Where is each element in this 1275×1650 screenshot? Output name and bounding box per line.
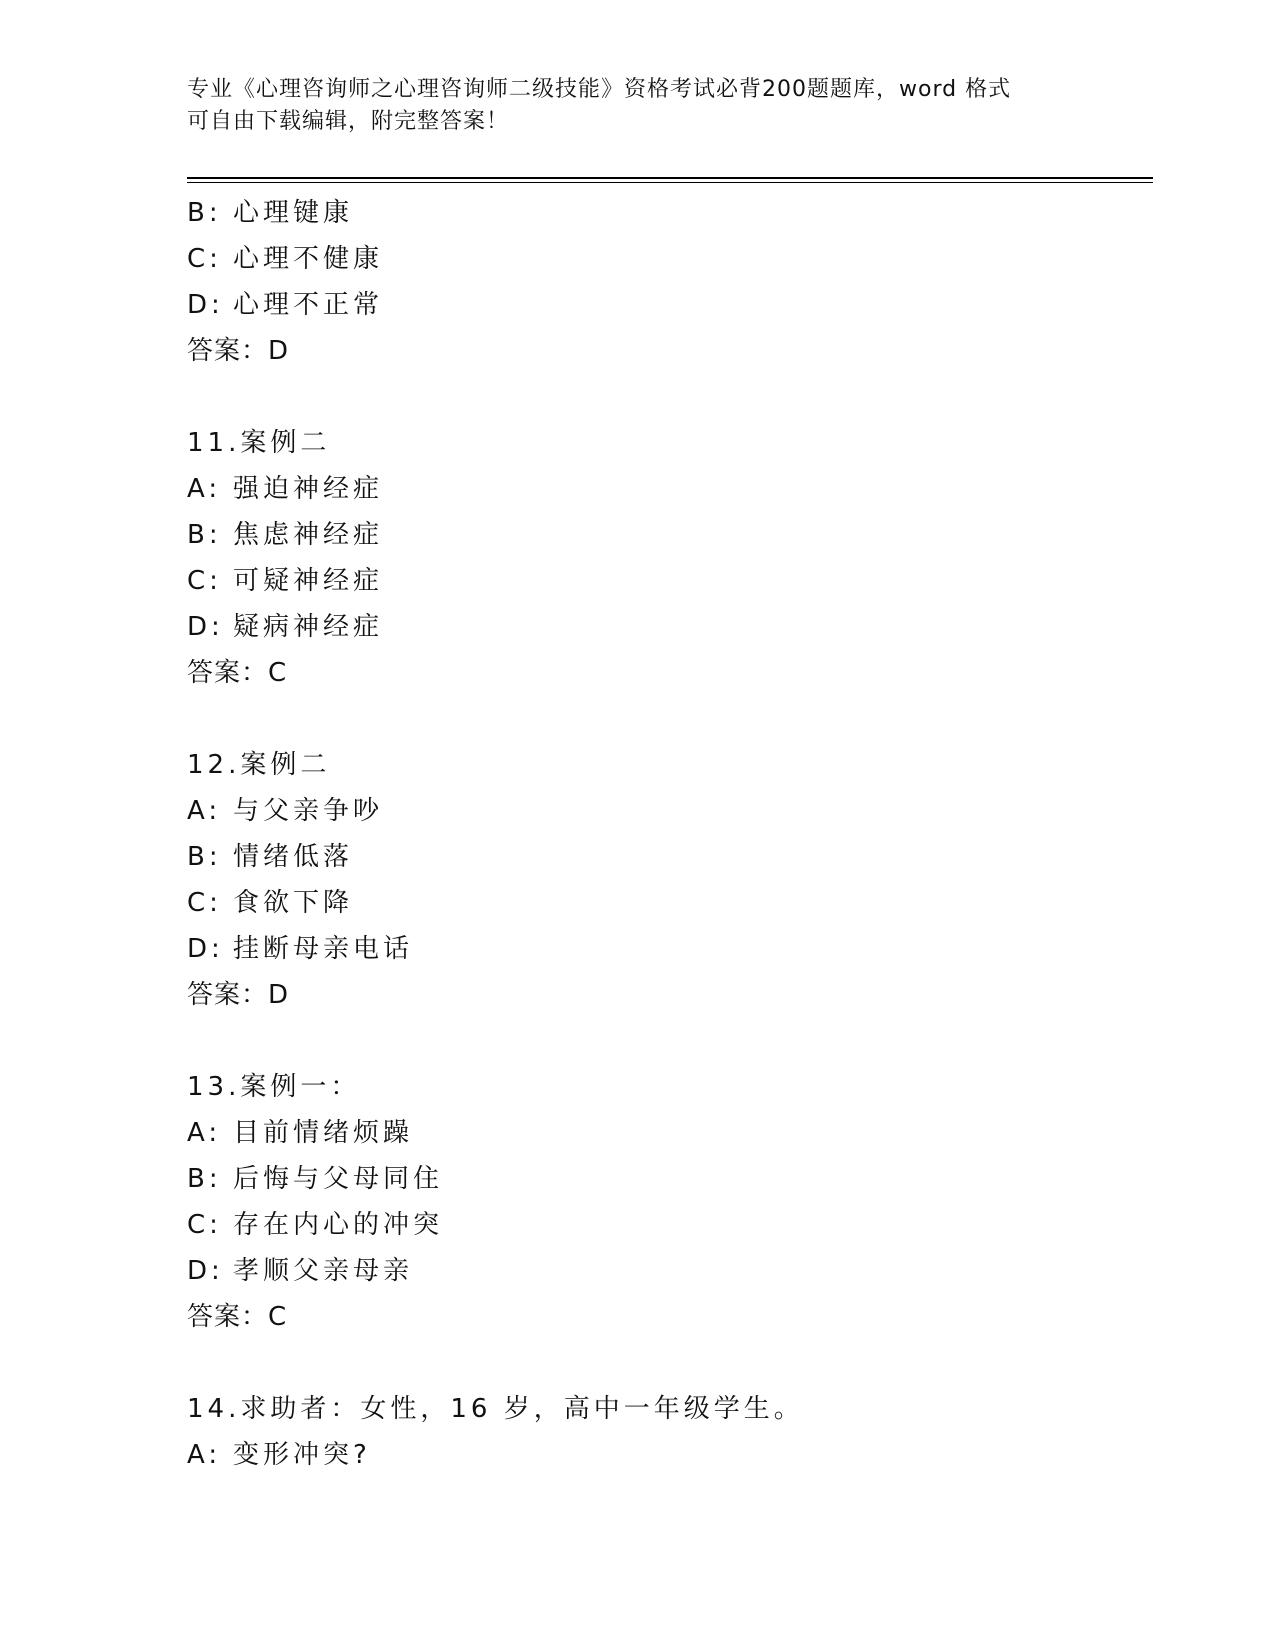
option-letter: C: <box>187 888 222 918</box>
question-12 <box>187 742 1153 1018</box>
option-text: 强迫神经症 <box>233 474 384 504</box>
option-text: 情绪低落 <box>233 842 354 872</box>
option-letter: D: <box>187 612 224 642</box>
option-letter: A: <box>187 796 222 826</box>
option-d <box>187 604 1153 650</box>
question-13 <box>187 1064 1153 1340</box>
option-letter: A: <box>187 1440 222 1470</box>
document-header <box>187 74 1087 138</box>
option-letter: B: <box>187 842 222 872</box>
option-text: 孝顺父亲母亲 <box>233 1256 414 1286</box>
option-c <box>187 236 1153 282</box>
header-line-1: 专业《心理咨询师之心理咨询师二级技能》资格考试必背200题题库，word 格式 <box>187 77 1012 102</box>
option-a <box>187 466 1153 512</box>
question-title: 11.案例二 <box>187 428 331 458</box>
question-14 <box>187 1386 1153 1478</box>
option-b <box>187 512 1153 558</box>
answer-line: 答案：D <box>187 336 290 366</box>
option-text: 疑病神经症 <box>233 612 384 642</box>
header-rule-thick <box>187 177 1153 179</box>
option-text: 目前情绪烦躁 <box>233 1118 414 1148</box>
option-b <box>187 834 1153 880</box>
option-letter: B: <box>187 520 222 550</box>
option-text: 心理键康 <box>233 198 354 228</box>
option-letter: C: <box>187 1210 222 1240</box>
option-b <box>187 1156 1153 1202</box>
option-d <box>187 926 1153 972</box>
option-letter: C: <box>187 566 222 596</box>
option-letter: A: <box>187 474 222 504</box>
option-d <box>187 1248 1153 1294</box>
answer-line: 答案：D <box>187 980 290 1010</box>
option-text: 与父亲争吵 <box>233 796 384 826</box>
option-text: 心理不健康 <box>233 244 384 274</box>
answer-line: 答案：C <box>187 1302 288 1332</box>
option-c <box>187 558 1153 604</box>
header-rule-thin <box>187 182 1153 183</box>
option-letter: D: <box>187 290 224 320</box>
option-letter: B: <box>187 1164 222 1194</box>
question-continuation <box>187 190 1153 374</box>
option-text: 变形冲突? <box>233 1440 371 1470</box>
option-c <box>187 1202 1153 1248</box>
option-text: 焦虑神经症 <box>233 520 384 550</box>
header-line-2: 可自由下载编辑，附完整答案！ <box>187 109 510 134</box>
option-b <box>187 190 1153 236</box>
option-text: 后悔与父母同住 <box>233 1164 444 1194</box>
option-letter: B: <box>187 198 222 228</box>
option-a <box>187 788 1153 834</box>
option-d <box>187 282 1153 328</box>
answer-line: 答案：C <box>187 658 288 688</box>
question-title: 13.案例一： <box>187 1072 361 1102</box>
option-letter: D: <box>187 934 224 964</box>
question-title: 14.求助者：女性，16 岁，高中一年级学生。 <box>187 1394 804 1424</box>
option-a <box>187 1110 1153 1156</box>
option-text: 存在内心的冲突 <box>233 1210 444 1240</box>
question-11 <box>187 420 1153 696</box>
question-list <box>187 190 1153 1478</box>
option-text: 挂断母亲电话 <box>233 934 414 964</box>
option-letter: D: <box>187 1256 224 1286</box>
option-text: 心理不正常 <box>233 290 384 320</box>
option-letter: C: <box>187 244 222 274</box>
option-text: 可疑神经症 <box>233 566 384 596</box>
option-text: 食欲下降 <box>233 888 354 918</box>
question-title: 12.案例二 <box>187 750 331 780</box>
option-a <box>187 1432 1153 1478</box>
option-letter: A: <box>187 1118 222 1148</box>
option-c <box>187 880 1153 926</box>
